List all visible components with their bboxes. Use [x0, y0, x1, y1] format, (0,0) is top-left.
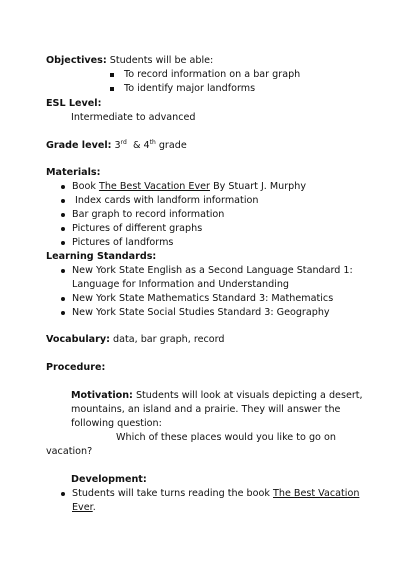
grade-line	[46, 140, 187, 152]
bullet-icon	[61, 213, 65, 217]
book-title: The Best Vacation Ever	[98, 181, 211, 192]
objective-item: To record information on a bar graph	[124, 69, 301, 80]
vocabulary-label: Vocabulary:	[46, 334, 110, 345]
objectives-label: Objectives:	[46, 55, 107, 66]
material-item: Pictures of landforms	[72, 237, 174, 248]
standard-item-cont: Language for Information and Understanding	[72, 279, 290, 290]
bullet-icon	[61, 311, 65, 315]
motivation-line: Motivation: Students will look at visuals depicting a desert,	[71, 390, 363, 401]
book-title: Ever	[72, 502, 93, 513]
vocabulary-value: data, bar graph, record	[113, 334, 225, 345]
material-item: Bar graph to record information	[72, 209, 225, 220]
bullet-icon	[61, 269, 65, 273]
bullet-icon	[61, 185, 65, 189]
motivation-question: Which of these places would you like to go on	[116, 432, 336, 443]
development-item: Students will take turns reading the book The Best Vacation	[72, 488, 360, 499]
development-item-cont: Ever.	[72, 502, 96, 513]
objective-item: To identify major landforms	[124, 83, 256, 94]
esl-value: Intermediate to advanced	[71, 112, 196, 123]
motivation-question-cont: vacation?	[46, 446, 93, 457]
motivation-text: following question:	[71, 418, 162, 429]
grade-value: 3rd & 4th grade	[114, 139, 187, 151]
bullet-icon	[61, 227, 65, 231]
material-item: Index cards with landform information	[75, 195, 259, 206]
square-bullet-icon	[110, 87, 114, 91]
bullet-icon	[61, 241, 65, 245]
objectives-intro: Students will be able:	[109, 55, 214, 66]
bullet-icon	[61, 492, 65, 496]
standard-item: New York State Social Studies Standard 3: Geography	[72, 307, 330, 318]
book-title: The Best Vacation	[273, 488, 360, 499]
vocabulary-line	[46, 334, 225, 346]
material-item-book: Book The Best Vacation Ever By Stuart J. Murphy	[72, 181, 307, 192]
standards-label: Learning Standards:	[46, 251, 157, 262]
standard-item: New York State English as a Second Language Standard 1:	[72, 265, 353, 276]
material-item: Pictures of different graphs	[72, 223, 203, 234]
motivation-label: Motivation:	[71, 390, 133, 401]
bullet-icon	[61, 297, 65, 301]
grade-label: Grade level:	[46, 140, 112, 151]
objectives-line	[46, 55, 213, 67]
materials-label: Materials:	[46, 167, 101, 178]
motivation-text: mountains, an island and a prairie. They will answer the	[71, 404, 341, 415]
development-label: Development:	[71, 474, 147, 485]
square-bullet-icon	[110, 73, 114, 77]
bullet-icon	[61, 199, 65, 203]
standard-item: New York State Mathematics Standard 3: Mathematics	[72, 293, 334, 304]
esl-label: ESL Level:	[46, 98, 102, 109]
procedure-label: Procedure:	[46, 362, 106, 373]
